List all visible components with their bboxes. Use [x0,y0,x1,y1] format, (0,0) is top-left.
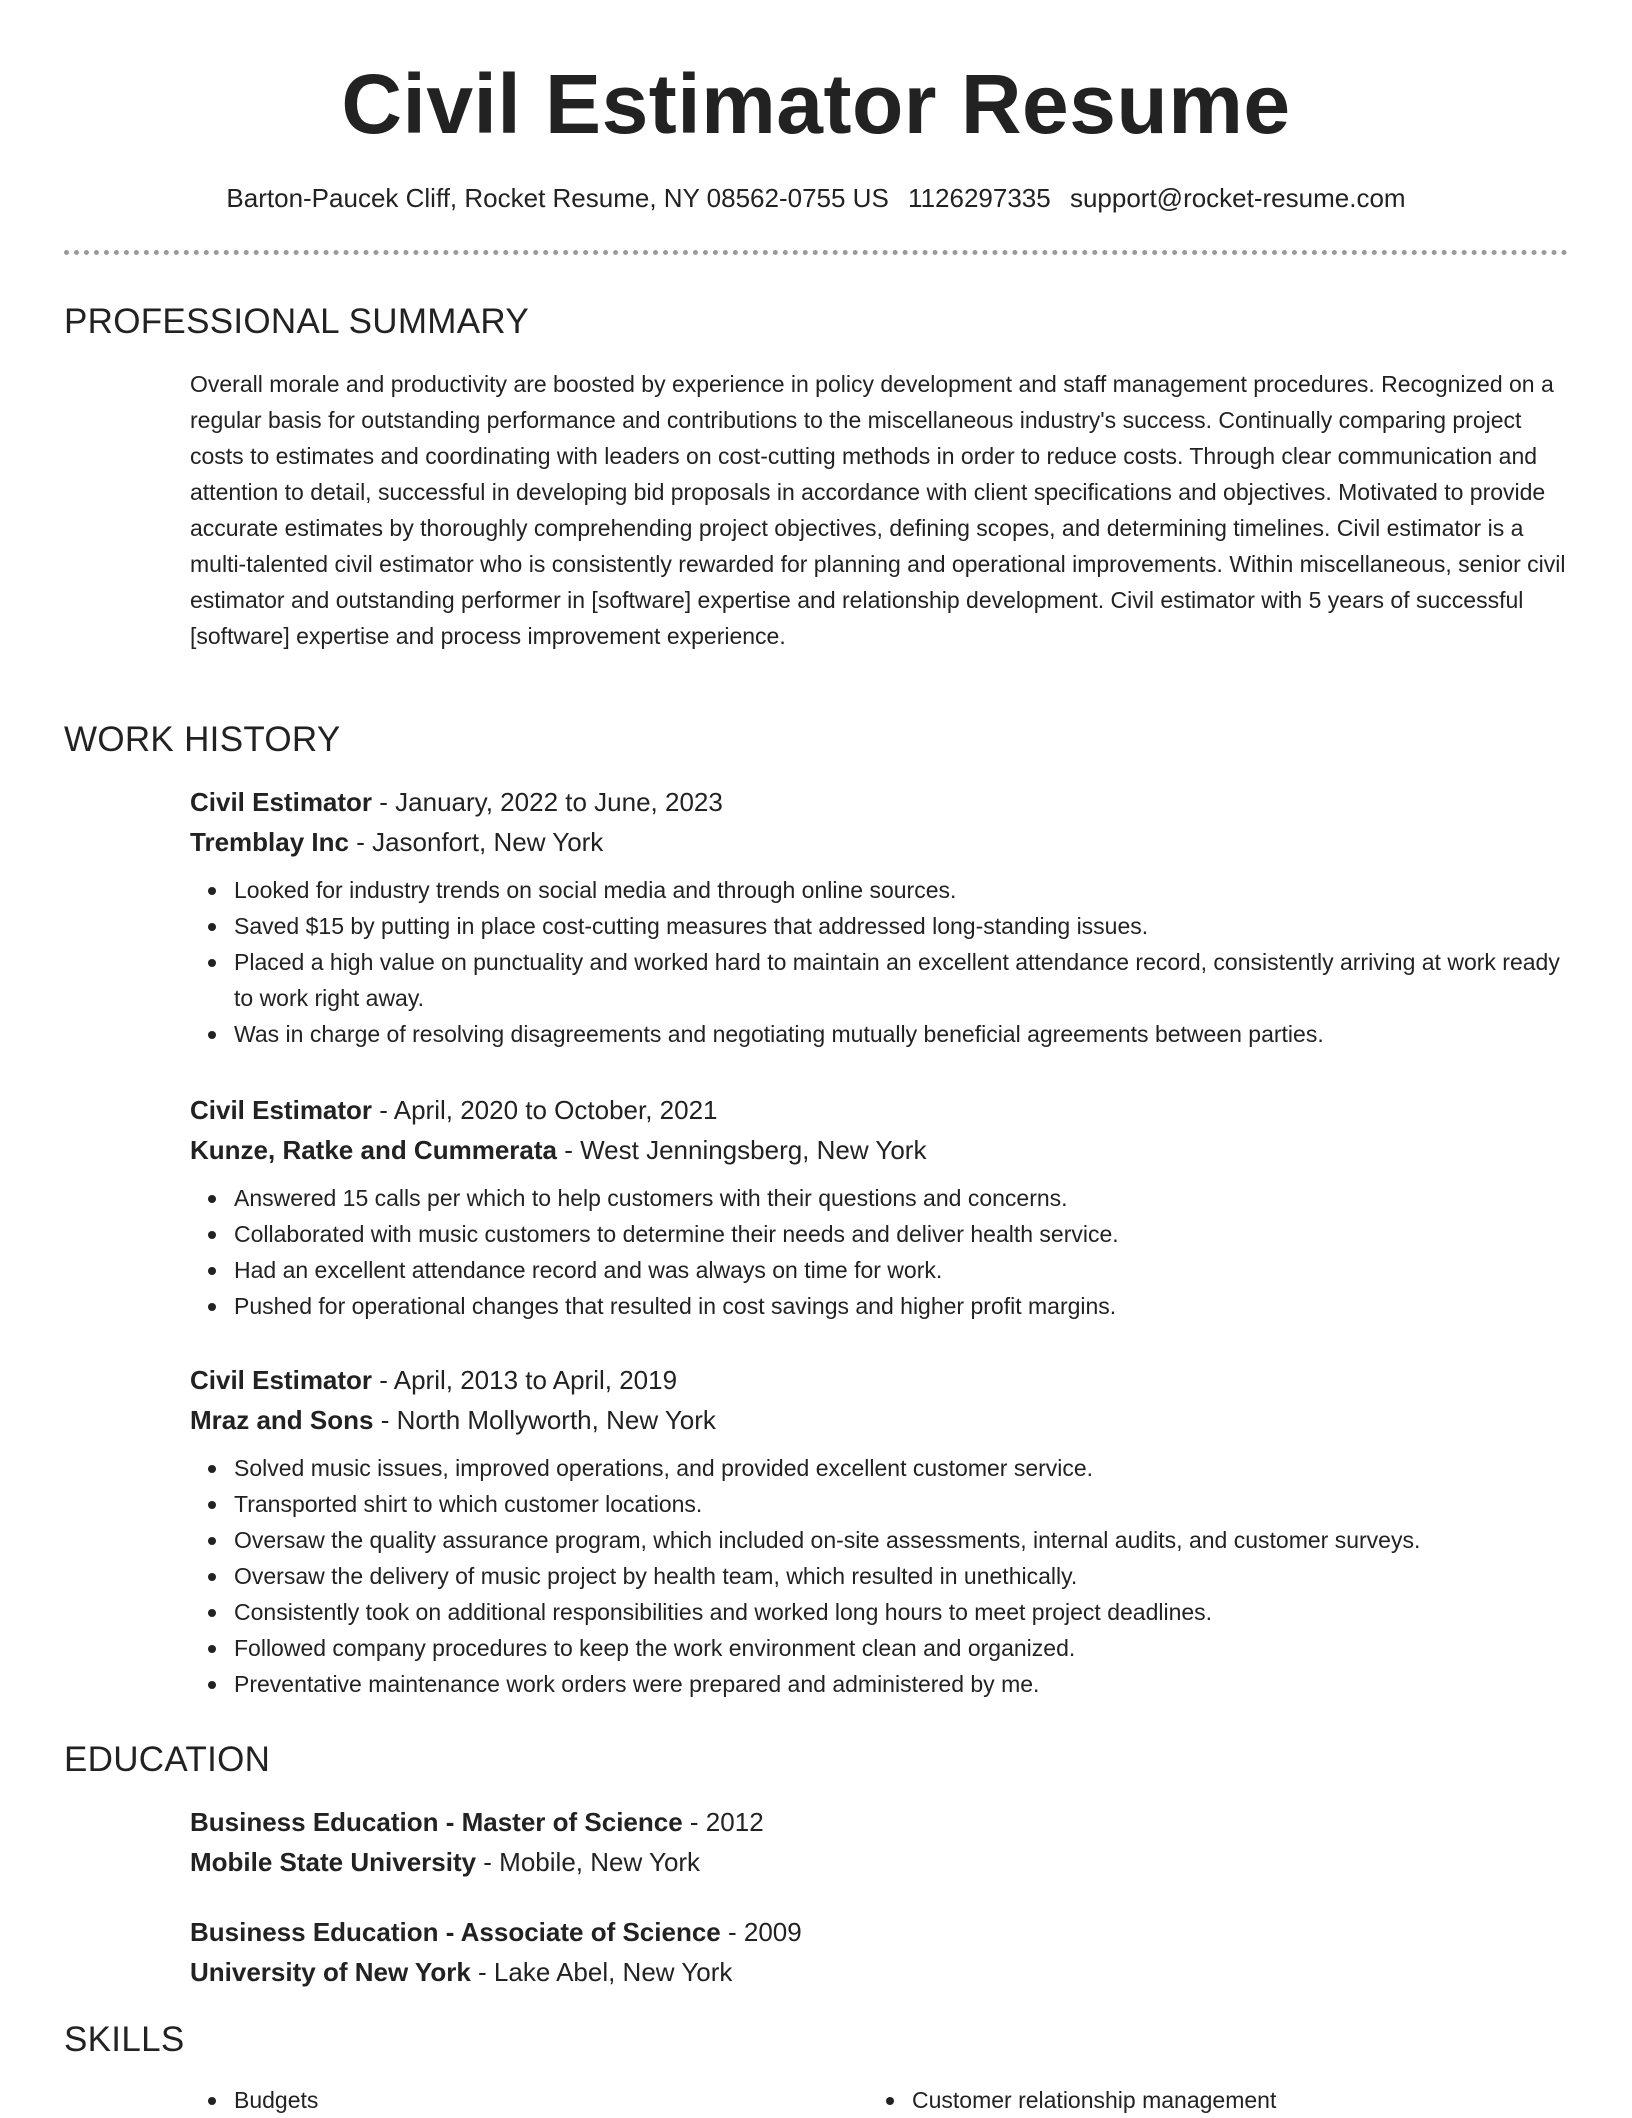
list-item: Was in charge of resolving disagreements and negotiating mutually beneficial agreements between parties. [234,1016,1570,1052]
job-company: Tremblay Inc [190,827,349,857]
job-role: Civil Estimator [190,1095,373,1125]
education-school: University of New York [190,1957,471,1987]
contact-address: Barton-Paucek Cliff, Rocket Resume, NY 08562-0755 US [226,183,889,213]
education-school-line [190,1842,1570,1882]
job-role-line [190,1360,1570,1400]
section-title-work: WORK HISTORY [64,720,341,759]
contact-line [0,180,1632,216]
job-dates: - April, 2020 to October, 2021 [372,1095,718,1125]
education-year: - 2009 [720,1917,802,1947]
job-location: - North Mollyworth, New York [373,1405,716,1435]
job-company-line [190,1130,1570,1170]
education-location: - Mobile, New York [476,1847,701,1877]
list-item: Budgets [234,2082,318,2118]
list-item: Oversaw the quality assurance program, which included on-site assessments, internal audits, and customer surveys. [234,1522,1570,1558]
education-entry [190,1912,1570,1992]
list-item: Answered 15 calls per which to help customers with their questions and concerns. [234,1180,1570,1216]
education-entry [190,1802,1570,1882]
education-year: - 2012 [682,1807,764,1837]
list-item: Pushed for operational changes that resulted in cost savings and higher profit margins. [234,1288,1570,1324]
education-degree-line [190,1912,1570,1952]
skills-column-left [190,2082,318,2118]
job-role-line [190,782,1570,822]
education-degree: Business Education - Master of Science [190,1807,683,1837]
education-school-line [190,1952,1570,1992]
list-item: Oversaw the delivery of music project by health team, which resulted in unethically. [234,1558,1570,1594]
section-title-summary: PROFESSIONAL SUMMARY [64,302,529,341]
education-degree: Business Education - Associate of Science [190,1917,721,1947]
education-location: - Lake Abel, New York [470,1957,733,1987]
list-item: Solved music issues, improved operations, and provided excellent customer service. [234,1450,1570,1486]
section-title-education: EDUCATION [64,1740,271,1779]
list-item: Saved $15 by putting in place cost-cutting measures that addressed long-standing issues. [234,908,1570,944]
list-item: Customer relationship management [912,2082,1276,2118]
job-entry [190,1360,1570,1702]
contact-phone: 1126297335 [908,183,1051,213]
job-dates: - January, 2022 to June, 2023 [372,787,723,817]
job-role: Civil Estimator [190,787,373,817]
header-divider [64,250,1568,255]
job-bullets [190,1450,1570,1702]
education-degree-line [190,1802,1570,1842]
job-location: - Jasonfort, New York [348,827,604,857]
contact-email: support@rocket-resume.com [1069,183,1406,213]
list-item: Followed company procedures to keep the work environment clean and organized. [234,1630,1570,1666]
education-school: Mobile State University [190,1847,477,1877]
list-item: Preventative maintenance work orders were prepared and administered by me. [234,1666,1570,1702]
summary-text: Overall morale and productivity are boosted by experience in policy development and staff management procedures. Recognized on a regular basis for outstanding performance and contributions to the miscellaneous industry's success. Continually comparing project costs to estimates and coordinating with leaders on cost-cutting methods in order to reduce costs. Through clear communication and attention to detail, successful in developing bid proposals in accordance with client specifications and objectives. Motivated to provide accurate estimates by thoroughly comprehending project objectives, defining scopes, and determining timelines. Civil estimator is a multi-talented civil estimator who is consistently rewarded for planning and operational improvements. Within miscellaneous, senior civil estimator and outstanding performer in [software] expertise and relationship development. Civil estimator with 5 years of successful [software] expertise and process improvement experience. [190,371,1566,649]
job-company-line [190,822,1570,862]
list-item: Looked for industry trends on social media and through online sources. [234,872,1570,908]
job-role: Civil Estimator [190,1365,373,1395]
job-company: Kunze, Ratke and Cummerata [190,1135,557,1165]
skills-column-right [868,2082,1276,2118]
list-item: Consistently took on additional responsibilities and worked long hours to meet project deadlines. [234,1594,1570,1630]
job-bullets [190,872,1570,1052]
job-role-line [190,1090,1570,1130]
list-item: Collaborated with music customers to determine their needs and deliver health service. [234,1216,1570,1252]
job-dates: - April, 2013 to April, 2019 [372,1365,678,1395]
job-entry [190,782,1570,1052]
job-company-line [190,1400,1570,1440]
job-bullets [190,1180,1570,1324]
list-item: Transported shirt to which customer locations. [234,1486,1570,1522]
list-item: Placed a high value on punctuality and worked hard to maintain an excellent attendance record, consistently arriving at work ready to work right away. [234,944,1570,1016]
list-item: Had an excellent attendance record and was always on time for work. [234,1252,1570,1288]
resume-title: Civil Estimator Resume [341,57,1291,151]
section-title-skills: SKILLS [64,2020,185,2059]
job-company: Mraz and Sons [190,1405,374,1435]
job-location: - West Jenningsberg, New York [556,1135,927,1165]
job-entry [190,1090,1570,1324]
